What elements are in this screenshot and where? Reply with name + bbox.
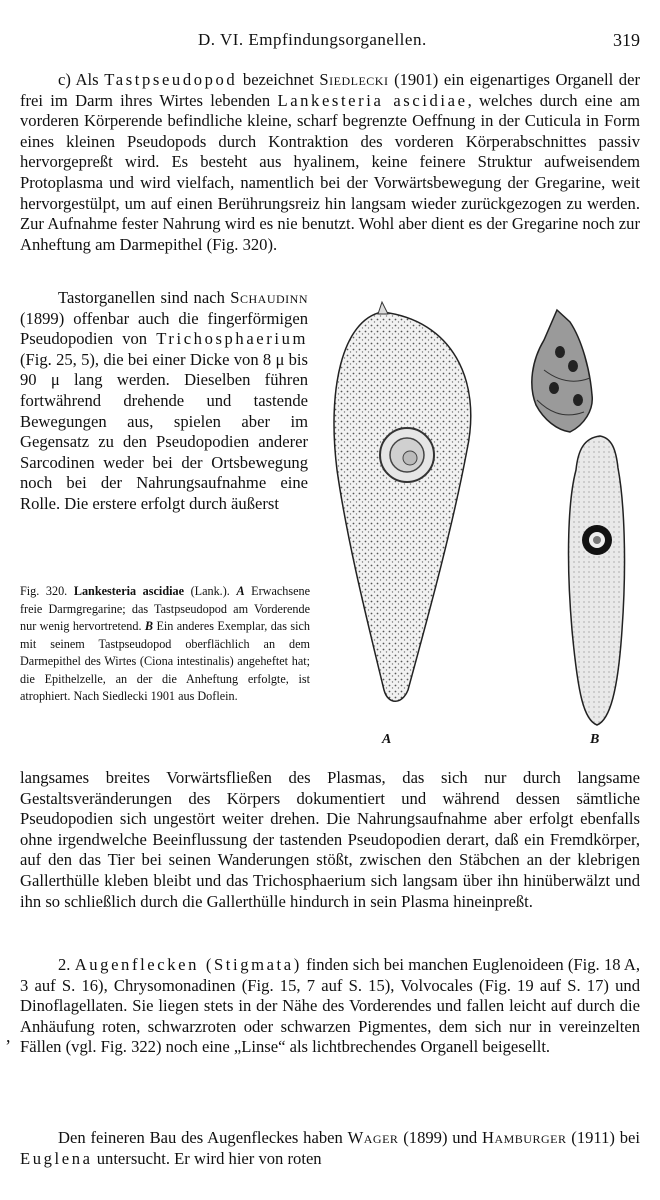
running-title: D. VI. Empfindungsorganellen. bbox=[198, 30, 427, 49]
species-lankesteria: Lankesteria ascidiae bbox=[277, 90, 468, 110]
paragraph-tastpseudopod: c) Als Tastpseudopod bezeichnet Siedlecki (1901) ein eigenartiges Organell der frei im Darm ihres Wirtes lebenden Lankesteria ascidiae, welches durch eine am vorderen Körperende befindliche kleine, scharf begrenzte Oeffnung in der Cuticula in Form eines kleinen Pseudopods durch Kontraktion des vorderen Körperabschnittes passiv hervorgepreßt wird. Es besteht aus hyalinem, keine feinere Struktur aufweisendem Protoplasma und wird vielfach, namentlich bei der Vorwärtsbewegung der Gregarine, weit hervorgestülpt, um auf einen Berührungsreiz hin langsam wieder zurückgezogen zu werden. Zur Aufnahme fester Nahrung wird es nie benutzt. Wohl aber dient es der Gregarine noch zur Anheftung am Darmepithel (Fig. 320). bbox=[20, 70, 640, 254]
paragraph-augenflecken: 2. Augenflecken (Stigmata) finden sich bei manchen Euglenoideen (Fig. 18 A, 3 auf S. 16), Chrysomonadinen (Fig. 15, 7 auf S. 15), Volvocales (Fig. 19 auf S. 17) und Dinoflagellaten. Sie liegen stets in der Nähe des Vorderendes und fallen leicht auf durch die Anhäufung roten, schwarzroten oder schwarzen Pigmentes, dem sich nur in vereinzelten Fällen (vgl. Fig. 322) noch eine „Linse“ als lichtbrechendes Organell beigesellt. bbox=[20, 955, 641, 1057]
page-number: 319 bbox=[613, 30, 640, 50]
margin-mark: , bbox=[6, 1026, 11, 1046]
genus-euglena: Euglena bbox=[20, 1148, 93, 1168]
term-augenflecken: Augenflecken (Stigmata) bbox=[74, 955, 302, 974]
caption-fig-number: Fig. 320. bbox=[20, 584, 68, 598]
figure-320 bbox=[322, 300, 652, 760]
figure-label-a: A bbox=[382, 732, 392, 747]
paragraph-feinerer-bau: Den feineren Bau des Augenfleckes haben Wager (1899) und Hamburger (1911) bei Euglena untersucht. Er wird hier von roten bbox=[20, 1128, 640, 1168]
paragraph-tastorganellen: Tastorganellen sind nach Schaudinn (1899) offenbar auch die fingerförmigen Pseudopodien von Trichosphaerium (Fig. 25, 5), die bei einer Dicke von 8 μ bis 90 μ lang werden. Dieselben führen fortwährend drehende und tastende Bewegungen aus, spielen aber im Gegensatz zu den Pseudopodien anderer Sarcodinen weder bei der Ortsbewegung noch bei der Nahrungsaufnahme eine Rolle. Die erstere erfolgt durch äußerst bbox=[20, 288, 308, 513]
paragraph-continuation: langsames breites Vorwärtsfließen des Plasmas, das sich nur durch langsame Gestaltsveränderungen des Körpers dokumentiert und während dessen sämtliche Pseudopodien sich ungestört weiter drehen. Die Nahrungsaufnahme aber erfolgt ebenfalls ohne irgendwelche Beeinflussung der tastenden Pseudopodien derart, daß ein Fremdkörper, auf den das Tier bei seinen Wanderungen stößt, zwischen den Stäbchen an der klebrigen Gallerthülle kleben bleibt und das Trichosphaerium sich langsam über ihn hinüberwälzt und ihn so schließlich durch die Gallerthülle hindurch in sein Plasma hineinpreßt. bbox=[20, 768, 640, 911]
specimen-b bbox=[532, 310, 625, 725]
term-tastpseudopod: Tastpseudopod bbox=[104, 70, 238, 89]
caption-label-b: B bbox=[144, 619, 154, 633]
figure-illustration bbox=[322, 300, 652, 760]
genus-trichosphaerium: Trichosphaerium bbox=[156, 329, 308, 349]
author-hamburger: Hamburger bbox=[481, 1128, 567, 1147]
author-siedlecki: Siedlecki bbox=[319, 70, 389, 89]
caption-author-doflein: Doflein bbox=[197, 689, 235, 703]
caption-author-siedlecki: Siedlecki bbox=[102, 689, 148, 703]
figure-caption: Fig. 320. Lankesteria ascidiae (Lank.). A Erwachsene freie Darmgregarine; das Tastpseudopod am Vorderende nur wenig hervortretend. B Ein anderes Exemplar, das sich mit seinem Tastpseudopod oberflächlich an dem Darmepithel des Wirtes (Ciona intestinalis) angeheftet hat; die Epithelzelle, an der die Anheftung erfolgte, ist atrophiert. Nach Siedlecki 1901 aus Doflein. bbox=[20, 584, 311, 703]
figure-label-b: B bbox=[590, 732, 600, 747]
specimen-a bbox=[334, 302, 471, 701]
author-wager: Wager bbox=[347, 1128, 399, 1147]
author-schaudinn: Schaudinn bbox=[230, 288, 308, 307]
page-header bbox=[0, 30, 660, 54]
caption-species: Lankesteria ascidiae bbox=[73, 584, 184, 598]
caption-label-a: A bbox=[236, 584, 245, 598]
